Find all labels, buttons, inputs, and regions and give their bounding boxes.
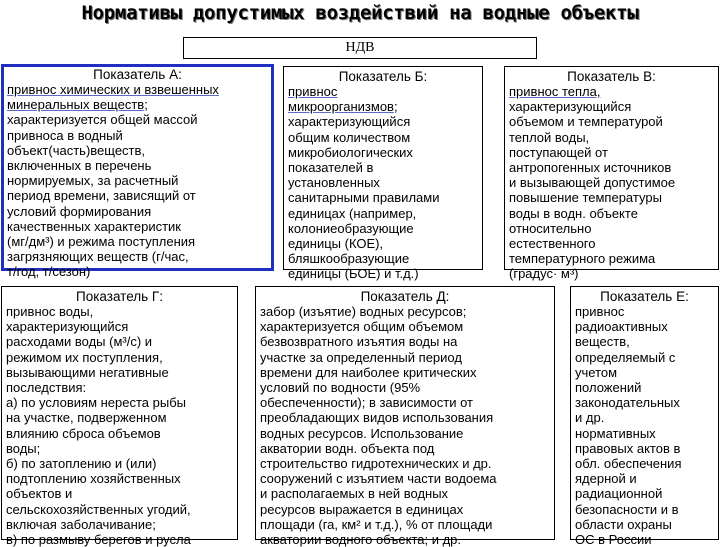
indicator-a-heading: Показатель А: bbox=[93, 67, 182, 82]
indicator-g-text: привнос воды, характеризующийся расходами воды (м³/с) и режимом их поступления, вызывающими негативные последствия: а) по условиям нереста рыбы на участке, подверженном влиянию сброса объемов воды; б) по затоплению и (или) подтоплению хозяйственных объектов и сельскохозяйственных угодий, включая заболачивание; в) по размыву берегов и русла bbox=[6, 304, 191, 547]
ndv-label: НДВ bbox=[183, 37, 537, 59]
indicator-c-text bbox=[509, 84, 714, 282]
indicator-b-highlight: привнос микроорганизмов bbox=[288, 84, 394, 115]
indicator-a-text bbox=[7, 82, 268, 280]
indicator-e-heading: Показатель Е: bbox=[600, 289, 689, 304]
indicator-d-heading: Показатель Д: bbox=[360, 289, 450, 304]
indicator-d-box bbox=[255, 286, 555, 547]
indicator-c-heading: Показатель В: bbox=[567, 69, 656, 84]
indicator-c-description: характеризующийся объемом и температурой теплой воды, поступающей от антропогенных источников и вызывающей допустимое повышение температуры воды в водн. объекте относительно естественного температурного режима (градус· м³) bbox=[509, 99, 676, 282]
indicator-a-description: ; характеризуется общей массой привноса в водный объект(часть)веществ, включенных в перечень нормируемых, за расчетный период времени, зависящий от условий формирования качественных характеристик (мг/дм³) и режима поступления загрязняющих веществ (г/час, т/год, т/сезон) bbox=[7, 97, 198, 280]
indicator-c-box bbox=[504, 66, 719, 282]
indicator-b-text bbox=[288, 84, 478, 282]
indicator-e-text: привнос радиоактивных веществ, определяемый с учетом положений законодательных и др. нормативных правовых актов в обл. обеспечения ядерной и радиационной безопасности и в области охраны ОС в России bbox=[575, 304, 682, 547]
indicator-e-box bbox=[570, 286, 719, 547]
indicator-a-box[interactable] bbox=[1, 64, 274, 280]
page-title: Нормативы допустимых воздействий на водные объекты bbox=[81, 2, 639, 24]
indicator-b-description: ; характеризующийся общим количеством микробиологических показателей в установленных санитарными правилами единицах (например, колониеобразующие единицы (КОЕ), бляшкообразующие единицы (БОЕ) и т.д.) bbox=[288, 99, 440, 282]
indicator-b-heading: Показатель Б: bbox=[338, 69, 428, 84]
indicator-c-highlight: привнос тепла, bbox=[509, 84, 601, 99]
indicator-g-box bbox=[1, 286, 238, 547]
indicator-d-text: забор (изъятие) водных ресурсов; характеризуется общим объемом безвозвратного изъятия воды на участке за определенный период времени для наиболее критических условий по водности (95% обеспеченности); в зависимости от преобладающих видов использования водных ресурсов. Использование акватории водн. объекта под строительство гидротехнических и др. сооружений с изъятием части водоема и располагаемых в ней водных ресурсов выражается в единицах площади (га, км² и т.д.), % от площади акватории водного объекта; и др. bbox=[260, 304, 497, 547]
indicator-b-box bbox=[283, 66, 483, 282]
indicator-a-highlight: привнос химических и взвешенных минеральных веществ bbox=[7, 82, 219, 113]
indicator-g-heading: Показатель Г: bbox=[76, 289, 163, 304]
